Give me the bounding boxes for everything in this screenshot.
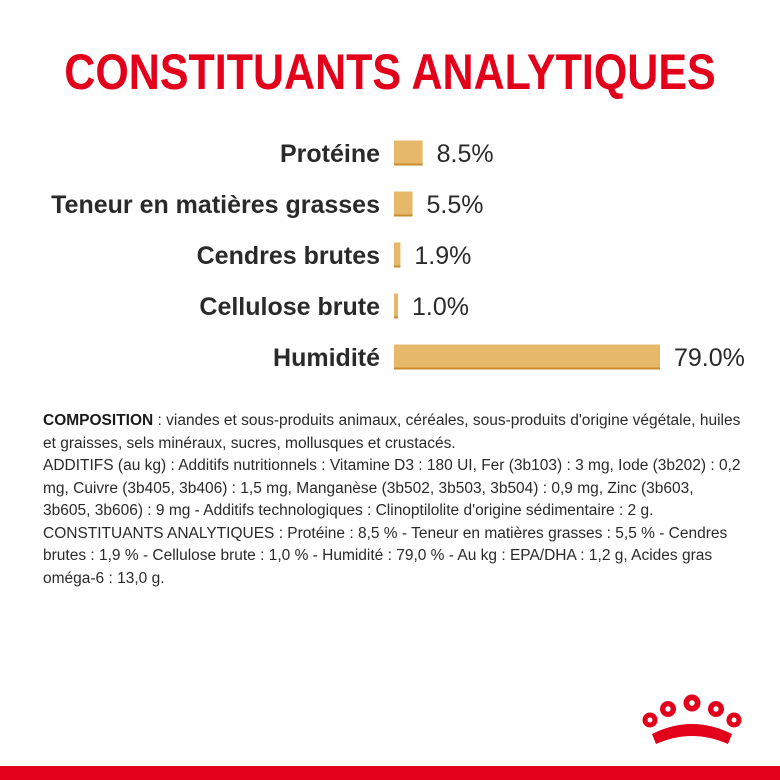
value-label: 1.9%	[414, 242, 472, 270]
brand-bottom-band	[0, 766, 780, 780]
royal-canin-crown-icon	[640, 690, 744, 760]
category-label: Cellulose brute	[199, 293, 380, 321]
bar	[394, 345, 660, 370]
bar-shadow	[394, 215, 413, 217]
page-title: CONSTITUANTS ANALYTIQUES	[64, 44, 716, 100]
value-label: 79.0%	[674, 344, 745, 372]
composition-text: : viandes et sous-produits animaux, céréales, sous-produits d'origine végétale, huiles et graisses, sels minéraux, sucres, mollusques et crustacés.	[43, 412, 741, 452]
value-label: 5.5%	[426, 191, 484, 219]
bar	[394, 294, 398, 319]
value-label: 8.5%	[436, 140, 494, 168]
bar	[394, 141, 423, 166]
category-label: Teneur en matières grasses	[51, 191, 380, 219]
constituants-text: CONSTITUANTS ANALYTIQUES : Protéine : 8,5 % - Teneur en matières grasses : 5,5 % - Cendres brutes : 1,9 % - Cellulose brute : 1,0 % - Humidité : 79,0 % - Au kg : EPA/DHA : 1,2 g, Acides gras oméga-6 : 13,0 g.	[43, 524, 728, 587]
additifs-text: ADDITIFS (au kg) : Additifs nutritionnels : Vitamine D3 : 180 UI, Fer (3b103) : 3 mg, Iode (3b202) : 0,2 mg, Cuivre (3b405, 3b406) : 1,5 mg, Manganèse (3b502, 3b503, 3b504) : 0,9 mg, Zinc (3b603, 3b605, 3b606) : 9 mg - Additifs technologiques : Clinoptilolite d'origine sédimentaire : 2 g.	[43, 457, 741, 519]
bar	[394, 192, 413, 217]
bar-shadow	[394, 164, 423, 166]
value-label: 1.0%	[412, 293, 469, 321]
category-label: Humidité	[273, 344, 380, 372]
category-label: Protéine	[279, 140, 380, 168]
bar	[394, 243, 400, 268]
analytical-bar-chart	[0, 125, 780, 385]
composition-heading: COMPOSITION	[43, 412, 154, 429]
composition-block	[43, 410, 743, 590]
bar-shadow	[394, 368, 660, 370]
bar-shadow	[394, 317, 398, 319]
bar-shadow	[394, 266, 400, 268]
category-label: Cendres brutes	[196, 242, 380, 270]
